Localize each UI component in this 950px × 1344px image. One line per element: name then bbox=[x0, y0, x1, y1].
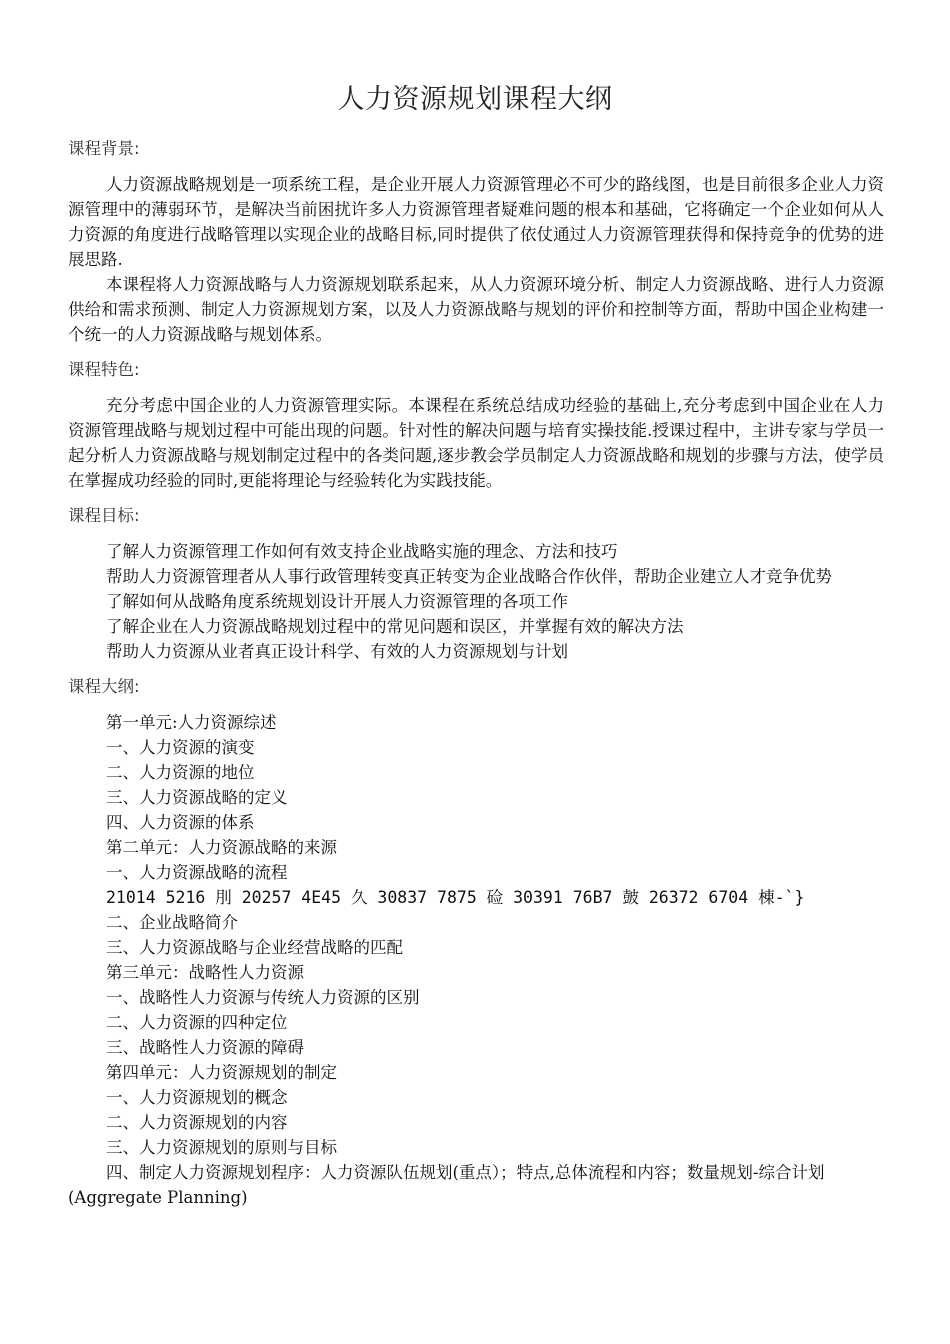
section-heading-background: 课程背景: bbox=[68, 139, 140, 158]
goal-item: 了解企业在人力资源战略规划过程中的常见问题和误区，并掌握有效的解决方法 bbox=[106, 617, 684, 636]
outline-item: 一、战略性人力资源与传统人力资源的区别 bbox=[106, 988, 420, 1007]
background-paragraph-2: 本课程将人力资源战略与人力资源规划联系起来，从人力资源环境分析、制定人力资源战略、进行人力资源供给和需求预测、制定人力资源规划方案，以及人力资源战略与规划的评价和控制等方面，帮助中国企业构建一个统一的人力资源战略与规划体系。 bbox=[68, 275, 884, 344]
outline-item: 三、战略性人力资源的障碍 bbox=[106, 1038, 304, 1057]
outline-item-garbled-text: 21014 5216 刖 20257 4E45 久 30837 7875 硷 30391 76B7 皷 26372 6704 棟-`} bbox=[106, 888, 805, 907]
features-paragraph-1: 充分考虑中国企业的人力资源管理实际。本课程在系统总结成功经验的基础上,充分考虑到中国企业在人力资源管理战略与规划过程中可能出现的问题。针对性的解决问题与培育实操技能.授课过程中，主讲专家与学员一起分析人力资源战略与规划制定过程中的各类问题,逐步教会学员制定人力资源战略和规划的步骤与方法，使学员在掌握成功经验的同时,更能将理论与经验转化为实践技能。 bbox=[68, 396, 884, 490]
outline-item: 二、人力资源规划的内容 bbox=[106, 1113, 288, 1132]
outline-item: 一、人力资源的演变 bbox=[106, 738, 255, 757]
page-title: 人力资源规划课程大纲 bbox=[337, 84, 613, 115]
outline-item: 四、制定人力资源规划程序：人力资源队伍规划(重点）；特点,总体流程和内容；数量规划-综合计划(Aggregate Planning) bbox=[68, 1163, 825, 1207]
outline-item: 二、人力资源的地位 bbox=[106, 763, 255, 782]
section-heading-features: 课程特色: bbox=[68, 360, 140, 379]
outline-item: 第三单元：战略性人力资源 bbox=[106, 963, 304, 982]
document-body bbox=[68, 136, 884, 1210]
goal-item: 帮助人力资源管理者从人事行政管理转变真正转变为企业战略合作伙伴，帮助企业建立人才竞争优势 bbox=[106, 567, 832, 586]
goal-item: 了解如何从战略角度系统规划设计开展人力资源管理的各项工作 bbox=[106, 592, 568, 611]
outline-item: 二、人力资源的四种定位 bbox=[106, 1013, 288, 1032]
outline-list bbox=[68, 710, 884, 1210]
goal-item: 帮助人力资源从业者真正设计科学、有效的人力资源规划与计划 bbox=[106, 642, 568, 661]
section-heading-goals: 课程目标: bbox=[68, 506, 140, 525]
outline-item: 四、人力资源的体系 bbox=[106, 813, 255, 832]
outline-item: 一、人力资源规划的概念 bbox=[106, 1088, 288, 1107]
outline-item: 一、人力资源战略的流程 bbox=[106, 863, 288, 882]
outline-item: 二、企业战略简介 bbox=[106, 913, 238, 932]
outline-item: 三、人力资源战略与企业经营战略的匹配 bbox=[106, 938, 403, 957]
outline-item: 第四单元：人力资源规划的制定 bbox=[106, 1063, 337, 1082]
outline-item: 三、人力资源规划的原则与目标 bbox=[106, 1138, 337, 1157]
goals-list bbox=[68, 539, 884, 664]
goal-item: 了解人力资源管理工作如何有效支持企业战略实施的理念、方法和技巧 bbox=[106, 542, 618, 561]
outline-item: 第一单元:人力资源综述 bbox=[106, 713, 277, 732]
section-heading-outline: 课程大纲: bbox=[68, 677, 140, 696]
outline-item: 三、人力资源战略的定义 bbox=[106, 788, 288, 807]
outline-item: 第二单元：人力资源战略的来源 bbox=[106, 838, 337, 857]
background-paragraph-1: 人力资源战略规划是一项系统工程，是企业开展人力资源管理必不可少的路线图，也是目前很多企业人力资源管理中的薄弱环节，是解决当前困扰许多人力资源管理者疑难问题的根本和基础，它将确定一个企业如何从人力资源的角度进行战略管理以实现企业的战略目标,同时提供了依仗通过人力资源管理获得和保持竞争的优势的进展思路. bbox=[68, 175, 884, 269]
